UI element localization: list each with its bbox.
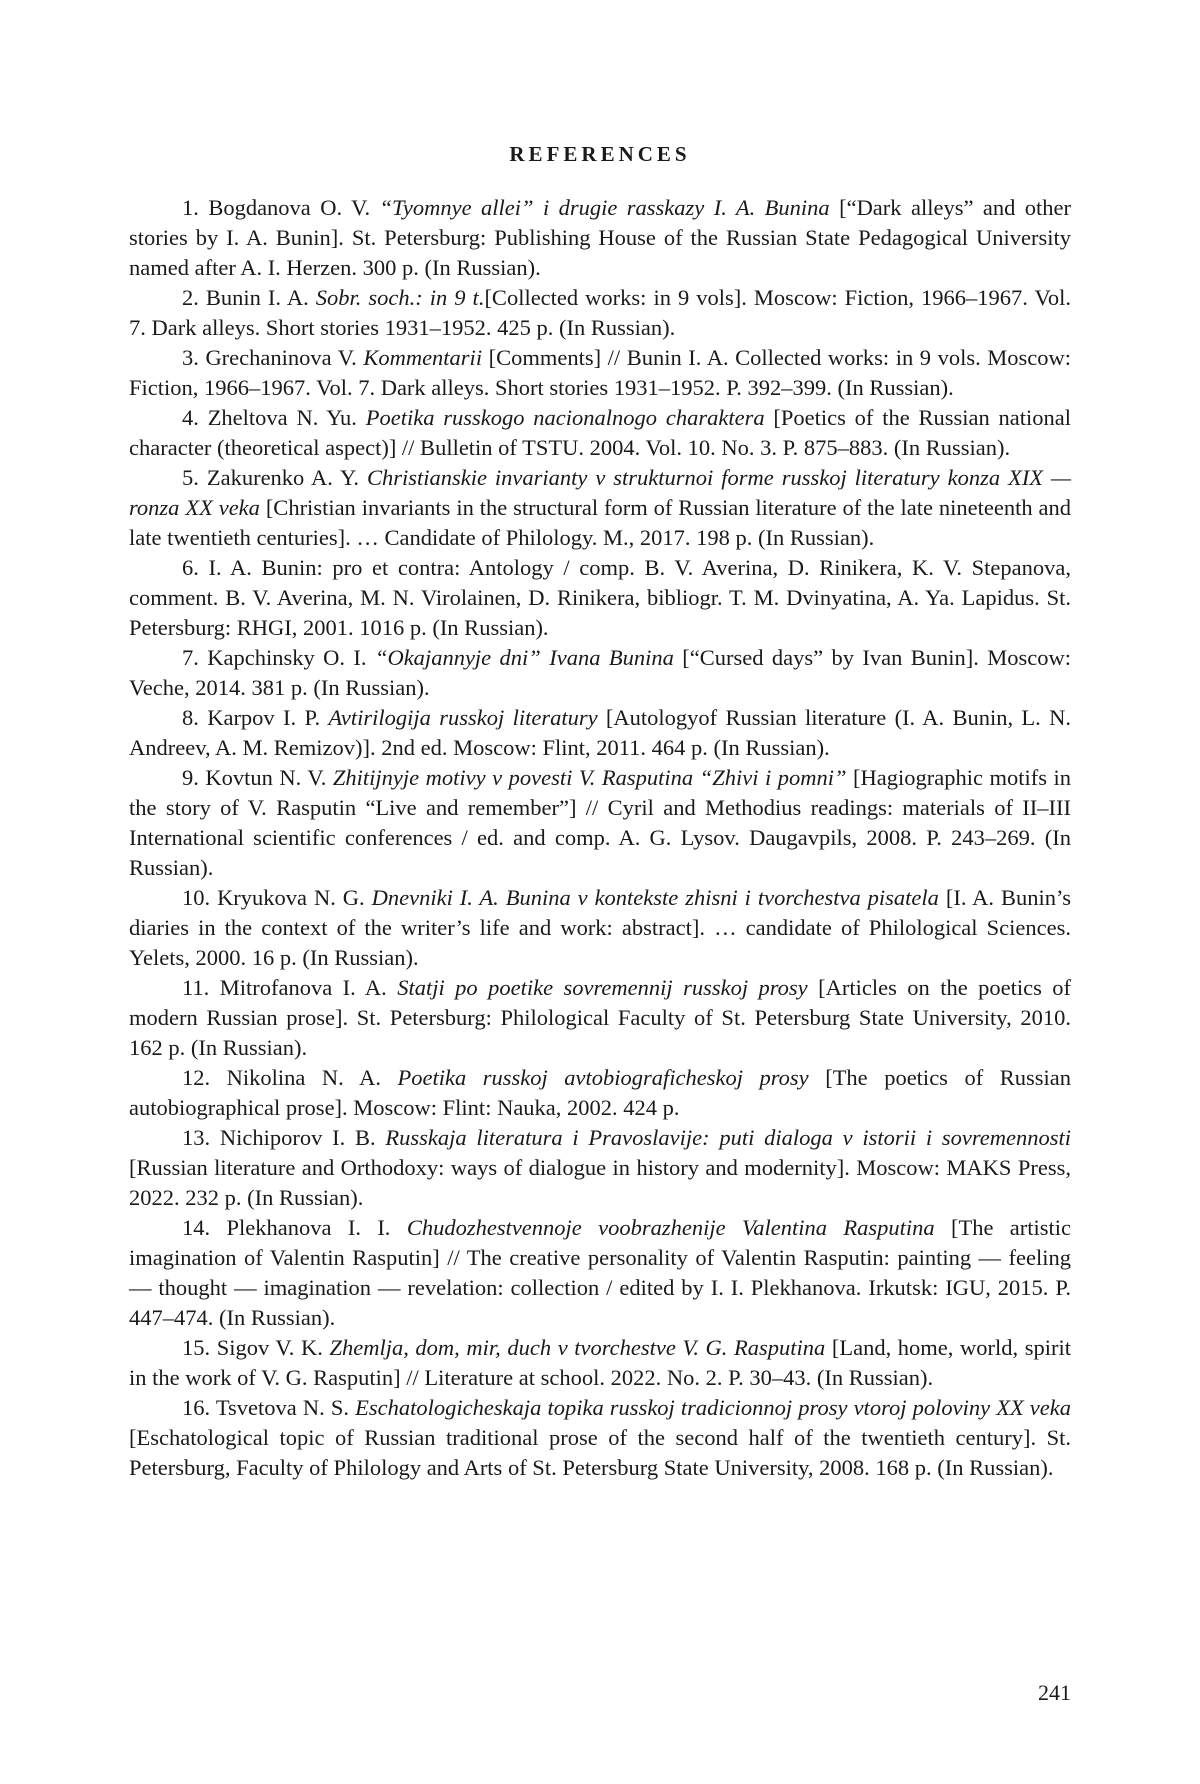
reference-number: 2. (182, 285, 199, 310)
reference-item (129, 643, 1071, 703)
reference-details: [I. A. Bunin’s diaries in the context of the writer’s life and work: abstract]. … candidate of Philological Sciences. Yelets, 2000. 16 p. (In Russian). (129, 885, 1071, 970)
reference-item (129, 463, 1071, 553)
reference-title: Eschatologicheskaja topika russkoj tradicionnoj prosy vtoroj poloviny XX veka (355, 1395, 1071, 1420)
reference-details: [“Dark alleys” and other stories by I. A. Bunin]. St. Petersburg: Publishing House of the Russian State Pedagogical University named after A. I. Herzen. 300 p. (In Russian). (129, 195, 1071, 280)
reference-author: Tsvetova N. S. (216, 1395, 355, 1420)
reference-details: [Eschatological topic of Russian traditional prose of the second half of the twentieth century]. St. Petersburg, Faculty of Philology and Arts of St. Petersburg State University, 2008. 168 p. (In Russian). (129, 1425, 1071, 1480)
reference-number: 11. (182, 975, 209, 1000)
reference-author: Nichiporov I. B. (220, 1125, 385, 1150)
reference-title: Russkaja literatura i Pravoslavije: puti dialoga v istorii i sovremennosti (385, 1125, 1071, 1150)
reference-author: Nikolina N. A. (227, 1065, 398, 1090)
reference-details: [Autologyof Russian literature (I. A. Bunin, L. N. Andreev, A. M. Remizov)]. 2nd ed. Moscow: Flint, 2011. 464 p. (In Russian). (129, 705, 1071, 760)
reference-item (129, 703, 1071, 763)
reference-author: Karpov I. P. (207, 705, 328, 730)
reference-title: Statji po poetike sovremennij russkoj prosy (397, 975, 807, 1000)
reference-author: Bogdanova O. V. (208, 195, 379, 220)
reference-number: 16. (182, 1395, 210, 1420)
reference-item (129, 763, 1071, 883)
reference-title: Poetika russkogo nacionalnogo charaktera (366, 405, 765, 430)
reference-details: [Russian literature and Orthodoxy: ways of dialogue in history and modernity]. Moscow: MAKS Press, 2022. 232 p. (In Russian). (129, 1155, 1071, 1210)
reference-title: Chudozhestvennoje voobrazhenije Valentina Rasputina (407, 1215, 935, 1240)
reference-item (129, 973, 1071, 1063)
reference-author: I. A. Bunin: pro et contra: Antology / comp. B. V. Averina, D. Rinikera, K. V. Stepanova, comment. B. V. Averina, M. N. Virolainen, D. Rinikera, bibliogr. T. M. Dvinyatina, A. Ya. Lapidus. St. Petersburg: RHGI, 2001. 1016 p. (In Russian). (129, 555, 1071, 640)
reference-title: “Tyomnye allei” i drugie rasskazy I. A. Bunina (380, 195, 830, 220)
reference-details: [Articles on the poetics of modern Russian prose]. St. Petersburg: Philological Faculty of St. Petersburg State University, 2010. 162 p. (In Russian). (129, 975, 1071, 1060)
reference-item (129, 283, 1071, 343)
reference-list (129, 193, 1071, 1483)
reference-author: Plekhanova I. I. (227, 1215, 407, 1240)
reference-number: 9. (182, 765, 199, 790)
references-page (129, 142, 1071, 1483)
reference-title: Zhitijnyje motivy v povesti V. Rasputina “Zhivi i pomni” (333, 765, 847, 790)
reference-number: 10. (182, 885, 210, 910)
reference-details: [Comments] // Bunin I. A. Collected works: in 9 vols. Moscow: Fiction, 1966–1967. Vol. 7. Dark alleys. Short stories 1931–1952. P. 392–399. (In Russian). (129, 345, 1071, 400)
reference-number: 14. (182, 1215, 210, 1240)
reference-item (129, 1063, 1071, 1123)
reference-author: Kryukova N. G. (217, 885, 372, 910)
reference-title: “Okajannyje dni” Ivana Bunina (375, 645, 674, 670)
reference-number: 4. (182, 405, 199, 430)
reference-item (129, 1333, 1071, 1393)
reference-number: 13. (182, 1125, 210, 1150)
reference-title: Sobr. soch.: in 9 t. (316, 285, 485, 310)
reference-number: 1. (182, 195, 199, 220)
reference-author: Zakurenko A. Y. (207, 465, 367, 490)
reference-item (129, 403, 1071, 463)
section-heading: REFERENCES (129, 142, 1071, 167)
reference-details: [“Cursed days” by Ivan Bunin]. Moscow: Veche, 2014. 381 p. (In Russian). (129, 645, 1071, 700)
reference-number: 3. (182, 345, 199, 370)
reference-details: [The poetics of Russian autobiographical prose]. Moscow: Flint: Nauka, 2002. 424 p. (129, 1065, 1071, 1120)
reference-title: Christianskie invarianty v strukturnoi forme russkoj literatury konza XIX — ronza XX veka (129, 465, 1071, 520)
reference-number: 5. (182, 465, 199, 490)
reference-author: Kovtun N. V. (205, 765, 333, 790)
reference-number: 15. (182, 1335, 210, 1360)
reference-title: Avtirilogija russkoj literatury (328, 705, 597, 730)
reference-author: Grechaninova V. (205, 345, 363, 370)
reference-author: Bunin I. A. (206, 285, 316, 310)
reference-author: Mitrofanova I. A. (220, 975, 398, 1000)
reference-item (129, 553, 1071, 643)
reference-details: [Hagiographic motifs in the story of V. Rasputin “Live and remember”] // Cyril and Methodius readings: materials of II–III International scientific conferences / ed. and comp. A. G. Lysov. Daugavpils, 2008. P. 243–269. (In Russian). (129, 765, 1071, 880)
reference-details: [Christian invariants in the structural form of Russian literature of the late nineteenth and late twentieth centuries]. … Candidate of Philology. M., 2017. 198 p. (In Russian). (129, 495, 1071, 550)
reference-number: 6. (182, 555, 199, 580)
reference-author: Zheltova N. Yu. (208, 405, 366, 430)
reference-title: Dnevniki I. A. Bunina v kontekste zhisni i tvorchestva pisatela (372, 885, 939, 910)
reference-author: Kapchinsky O. I. (207, 645, 375, 670)
reference-details: [Land, home, world, spirit in the work of V. G. Rasputin] // Literature at school. 2022. No. 2. P. 30–43. (In Russian). (129, 1335, 1071, 1390)
page-number: 241 (1038, 1680, 1071, 1706)
reference-item (129, 1393, 1071, 1483)
reference-number: 8. (182, 705, 199, 730)
reference-item (129, 883, 1071, 973)
reference-title: Kommentarii (363, 345, 482, 370)
reference-item (129, 1213, 1071, 1333)
reference-item (129, 1123, 1071, 1213)
reference-number: 7. (182, 645, 199, 670)
reference-title: Poetika russkoj avtobiograficheskoj prosy (397, 1065, 808, 1090)
reference-details: [Poetics of the Russian national character (theoretical aspect)] // Bulletin of TSTU. 2004. Vol. 10. No. 3. P. 875–883. (In Russian). (129, 405, 1071, 460)
reference-number: 12. (182, 1065, 210, 1090)
reference-item (129, 193, 1071, 283)
reference-author: Sigov V. K. (217, 1335, 330, 1360)
reference-details: [Collected works: in 9 vols]. Moscow: Fiction, 1966–1967. Vol. 7. Dark alleys. Short stories 1931–1952. 425 p. (In Russian). (129, 285, 1071, 340)
reference-title: Zhemlja, dom, mir, duch v tvorchestve V. G. Rasputina (329, 1335, 825, 1360)
reference-item (129, 343, 1071, 403)
reference-details: [The artistic imagination of Valentin Rasputin] // The creative personality of Valentin Rasputin: painting — feeling — thought — imagination — revelation: collection / edited by I. I. Plekhanova. Irkutsk: IGU, 2015. P. 447–474. (In Russian). (129, 1215, 1071, 1330)
